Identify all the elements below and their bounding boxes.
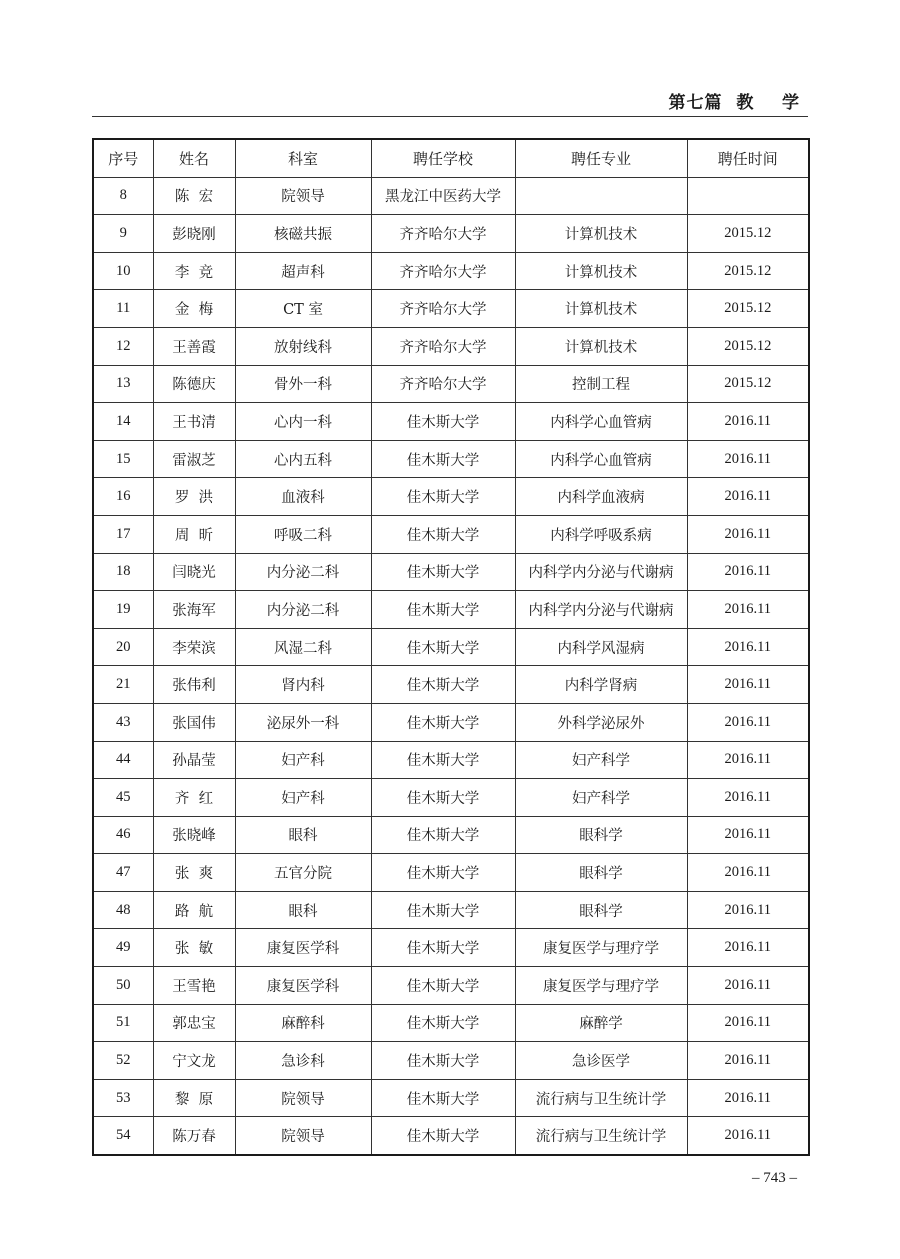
table-row — [93, 703, 809, 741]
cell-index: 8 — [93, 177, 153, 215]
table-row — [93, 891, 809, 929]
cell-department: 内分泌二科 — [235, 553, 371, 591]
page-header-title: 第七篇 教 学 — [668, 93, 800, 113]
cell-name: 齐 红 — [153, 779, 235, 817]
cell-major: 外科学泌尿外 — [515, 703, 687, 741]
cell-date: 2015.12 — [687, 215, 809, 253]
cell-date: 2016.11 — [687, 666, 809, 704]
cell-school: 佳木斯大学 — [371, 703, 515, 741]
table-row — [93, 816, 809, 854]
cell-date: 2015.12 — [687, 252, 809, 290]
cell-name: 黎 原 — [153, 1079, 235, 1117]
column-header: 序号 — [93, 139, 153, 177]
cell-department: 院领导 — [235, 1079, 371, 1117]
cell-date: 2016.11 — [687, 515, 809, 553]
cell-date: 2015.12 — [687, 327, 809, 365]
table-row — [93, 327, 809, 365]
cell-date: 2016.11 — [687, 741, 809, 779]
cell-name: 路 航 — [153, 891, 235, 929]
cell-date: 2016.11 — [687, 553, 809, 591]
column-header: 聘任时间 — [687, 139, 809, 177]
cell-department: 内分泌二科 — [235, 591, 371, 629]
cell-index: 15 — [93, 440, 153, 478]
cell-index: 18 — [93, 553, 153, 591]
cell-school: 佳木斯大学 — [371, 891, 515, 929]
table-header-row — [93, 139, 809, 177]
cell-major: 计算机技术 — [515, 252, 687, 290]
cell-major: 内科学呼吸系病 — [515, 515, 687, 553]
table-row — [93, 779, 809, 817]
column-header: 科室 — [235, 139, 371, 177]
table-row — [93, 741, 809, 779]
cell-major: 妇产科学 — [515, 741, 687, 779]
cell-name: 雷淑芝 — [153, 440, 235, 478]
cell-department: 妇产科 — [235, 779, 371, 817]
cell-department: 骨外一科 — [235, 365, 371, 403]
cell-department: 泌尿外一科 — [235, 703, 371, 741]
cell-school: 佳木斯大学 — [371, 478, 515, 516]
table-row — [93, 666, 809, 704]
table-row — [93, 1042, 809, 1080]
cell-department: 麻醉科 — [235, 1004, 371, 1042]
cell-date: 2016.11 — [687, 1079, 809, 1117]
cell-date: 2016.11 — [687, 403, 809, 441]
cell-department: 风湿二科 — [235, 628, 371, 666]
cell-index: 43 — [93, 703, 153, 741]
cell-name: 张 敏 — [153, 929, 235, 967]
cell-name: 彭晓刚 — [153, 215, 235, 253]
table-row — [93, 854, 809, 892]
table-row — [93, 403, 809, 441]
cell-department: 心内五科 — [235, 440, 371, 478]
cell-name: 罗 洪 — [153, 478, 235, 516]
cell-school: 佳木斯大学 — [371, 515, 515, 553]
cell-major: 眼科学 — [515, 891, 687, 929]
cell-index: 47 — [93, 854, 153, 892]
header-rule — [92, 116, 808, 117]
cell-date: 2016.11 — [687, 440, 809, 478]
table-row — [93, 252, 809, 290]
cell-school: 佳木斯大学 — [371, 1117, 515, 1155]
cell-department: 院领导 — [235, 1117, 371, 1155]
cell-major: 计算机技术 — [515, 290, 687, 328]
cell-date: 2015.12 — [687, 290, 809, 328]
cell-index: 17 — [93, 515, 153, 553]
cell-major: 内科学风湿病 — [515, 628, 687, 666]
cell-name: 陈 宏 — [153, 177, 235, 215]
cell-name: 郭忠宝 — [153, 1004, 235, 1042]
cell-index: 21 — [93, 666, 153, 704]
cell-index: 46 — [93, 816, 153, 854]
cell-date: 2016.11 — [687, 929, 809, 967]
cell-name: 陈德庆 — [153, 365, 235, 403]
cell-school: 佳木斯大学 — [371, 666, 515, 704]
cell-major: 内科学内分泌与代谢病 — [515, 591, 687, 629]
cell-major: 康复医学与理疗学 — [515, 967, 687, 1005]
appointment-table — [92, 138, 810, 1156]
column-header: 聘任学校 — [371, 139, 515, 177]
table-row — [93, 177, 809, 215]
table-row — [93, 967, 809, 1005]
cell-school: 佳木斯大学 — [371, 591, 515, 629]
cell-department: 心内一科 — [235, 403, 371, 441]
cell-index: 54 — [93, 1117, 153, 1155]
cell-name: 金 梅 — [153, 290, 235, 328]
cell-department: 康复医学科 — [235, 967, 371, 1005]
cell-index: 16 — [93, 478, 153, 516]
cell-school: 佳木斯大学 — [371, 553, 515, 591]
cell-department: 血液科 — [235, 478, 371, 516]
cell-school: 佳木斯大学 — [371, 741, 515, 779]
cell-major: 眼科学 — [515, 816, 687, 854]
cell-school: 佳木斯大学 — [371, 403, 515, 441]
column-header: 姓名 — [153, 139, 235, 177]
cell-name: 张国伟 — [153, 703, 235, 741]
cell-school: 齐齐哈尔大学 — [371, 365, 515, 403]
cell-major: 内科学内分泌与代谢病 — [515, 553, 687, 591]
table-row — [93, 553, 809, 591]
cell-index: 45 — [93, 779, 153, 817]
cell-index: 48 — [93, 891, 153, 929]
cell-index: 44 — [93, 741, 153, 779]
cell-major: 康复医学与理疗学 — [515, 929, 687, 967]
cell-major: 眼科学 — [515, 854, 687, 892]
cell-index: 50 — [93, 967, 153, 1005]
cell-date: 2016.11 — [687, 967, 809, 1005]
cell-department: 超声科 — [235, 252, 371, 290]
cell-school: 齐齐哈尔大学 — [371, 327, 515, 365]
cell-department: 眼科 — [235, 816, 371, 854]
cell-department: 核磁共振 — [235, 215, 371, 253]
cell-department: 院领导 — [235, 177, 371, 215]
table-row — [93, 515, 809, 553]
cell-department: 五官分院 — [235, 854, 371, 892]
cell-school: 佳木斯大学 — [371, 816, 515, 854]
cell-name: 张伟利 — [153, 666, 235, 704]
cell-index: 20 — [93, 628, 153, 666]
cell-major: 流行病与卫生统计学 — [515, 1117, 687, 1155]
cell-date: 2016.11 — [687, 478, 809, 516]
table-row — [93, 1079, 809, 1117]
cell-major: 内科学心血管病 — [515, 440, 687, 478]
cell-school: 黑龙江中医药大学 — [371, 177, 515, 215]
cell-school: 佳木斯大学 — [371, 1004, 515, 1042]
cell-department: CT 室 — [235, 290, 371, 328]
cell-name: 张 爽 — [153, 854, 235, 892]
cell-name: 王书清 — [153, 403, 235, 441]
cell-name: 陈万春 — [153, 1117, 235, 1155]
cell-school: 齐齐哈尔大学 — [371, 290, 515, 328]
cell-major: 急诊医学 — [515, 1042, 687, 1080]
cell-major: 计算机技术 — [515, 327, 687, 365]
cell-index: 11 — [93, 290, 153, 328]
page-number: – 743 – — [752, 1170, 797, 1186]
cell-date: 2016.11 — [687, 703, 809, 741]
cell-name: 王善霞 — [153, 327, 235, 365]
table-row — [93, 929, 809, 967]
cell-index: 13 — [93, 365, 153, 403]
cell-name: 张海军 — [153, 591, 235, 629]
column-header: 聘任专业 — [515, 139, 687, 177]
cell-date — [687, 177, 809, 215]
cell-department: 放射线科 — [235, 327, 371, 365]
cell-department: 妇产科 — [235, 741, 371, 779]
cell-date: 2016.11 — [687, 1042, 809, 1080]
table-row — [93, 628, 809, 666]
cell-school: 佳木斯大学 — [371, 440, 515, 478]
cell-department: 急诊科 — [235, 1042, 371, 1080]
cell-school: 佳木斯大学 — [371, 854, 515, 892]
cell-major: 麻醉学 — [515, 1004, 687, 1042]
cell-school: 佳木斯大学 — [371, 967, 515, 1005]
cell-index: 12 — [93, 327, 153, 365]
cell-date: 2016.11 — [687, 1117, 809, 1155]
table-row — [93, 1004, 809, 1042]
cell-major: 控制工程 — [515, 365, 687, 403]
cell-school: 佳木斯大学 — [371, 779, 515, 817]
cell-name: 周 昕 — [153, 515, 235, 553]
cell-index: 53 — [93, 1079, 153, 1117]
cell-department: 呼吸二科 — [235, 515, 371, 553]
cell-date: 2016.11 — [687, 779, 809, 817]
table-row — [93, 591, 809, 629]
cell-name: 张晓峰 — [153, 816, 235, 854]
cell-index: 10 — [93, 252, 153, 290]
cell-school: 佳木斯大学 — [371, 929, 515, 967]
cell-index: 52 — [93, 1042, 153, 1080]
cell-major: 计算机技术 — [515, 215, 687, 253]
cell-date: 2016.11 — [687, 816, 809, 854]
cell-date: 2015.12 — [687, 365, 809, 403]
cell-school: 佳木斯大学 — [371, 1042, 515, 1080]
cell-date: 2016.11 — [687, 591, 809, 629]
cell-major: 内科学血液病 — [515, 478, 687, 516]
cell-major: 内科学心血管病 — [515, 403, 687, 441]
cell-school: 齐齐哈尔大学 — [371, 252, 515, 290]
cell-name: 李 竞 — [153, 252, 235, 290]
table-row — [93, 478, 809, 516]
cell-school: 佳木斯大学 — [371, 628, 515, 666]
cell-date: 2016.11 — [687, 1004, 809, 1042]
cell-name: 孙晶莹 — [153, 741, 235, 779]
table-row — [93, 1117, 809, 1155]
cell-department: 肾内科 — [235, 666, 371, 704]
cell-major — [515, 177, 687, 215]
cell-name: 闫晓光 — [153, 553, 235, 591]
cell-name: 王雪艳 — [153, 967, 235, 1005]
cell-major: 流行病与卫生统计学 — [515, 1079, 687, 1117]
cell-name: 李荣滨 — [153, 628, 235, 666]
cell-date: 2016.11 — [687, 628, 809, 666]
table-row — [93, 440, 809, 478]
cell-index: 49 — [93, 929, 153, 967]
cell-index: 14 — [93, 403, 153, 441]
cell-major: 内科学肾病 — [515, 666, 687, 704]
cell-department: 康复医学科 — [235, 929, 371, 967]
cell-department: 眼科 — [235, 891, 371, 929]
cell-school: 齐齐哈尔大学 — [371, 215, 515, 253]
cell-index: 51 — [93, 1004, 153, 1042]
table-row — [93, 365, 809, 403]
cell-name: 宁文龙 — [153, 1042, 235, 1080]
cell-date: 2016.11 — [687, 891, 809, 929]
table-row — [93, 290, 809, 328]
cell-school: 佳木斯大学 — [371, 1079, 515, 1117]
cell-major: 妇产科学 — [515, 779, 687, 817]
cell-date: 2016.11 — [687, 854, 809, 892]
table-row — [93, 215, 809, 253]
cell-index: 9 — [93, 215, 153, 253]
cell-index: 19 — [93, 591, 153, 629]
